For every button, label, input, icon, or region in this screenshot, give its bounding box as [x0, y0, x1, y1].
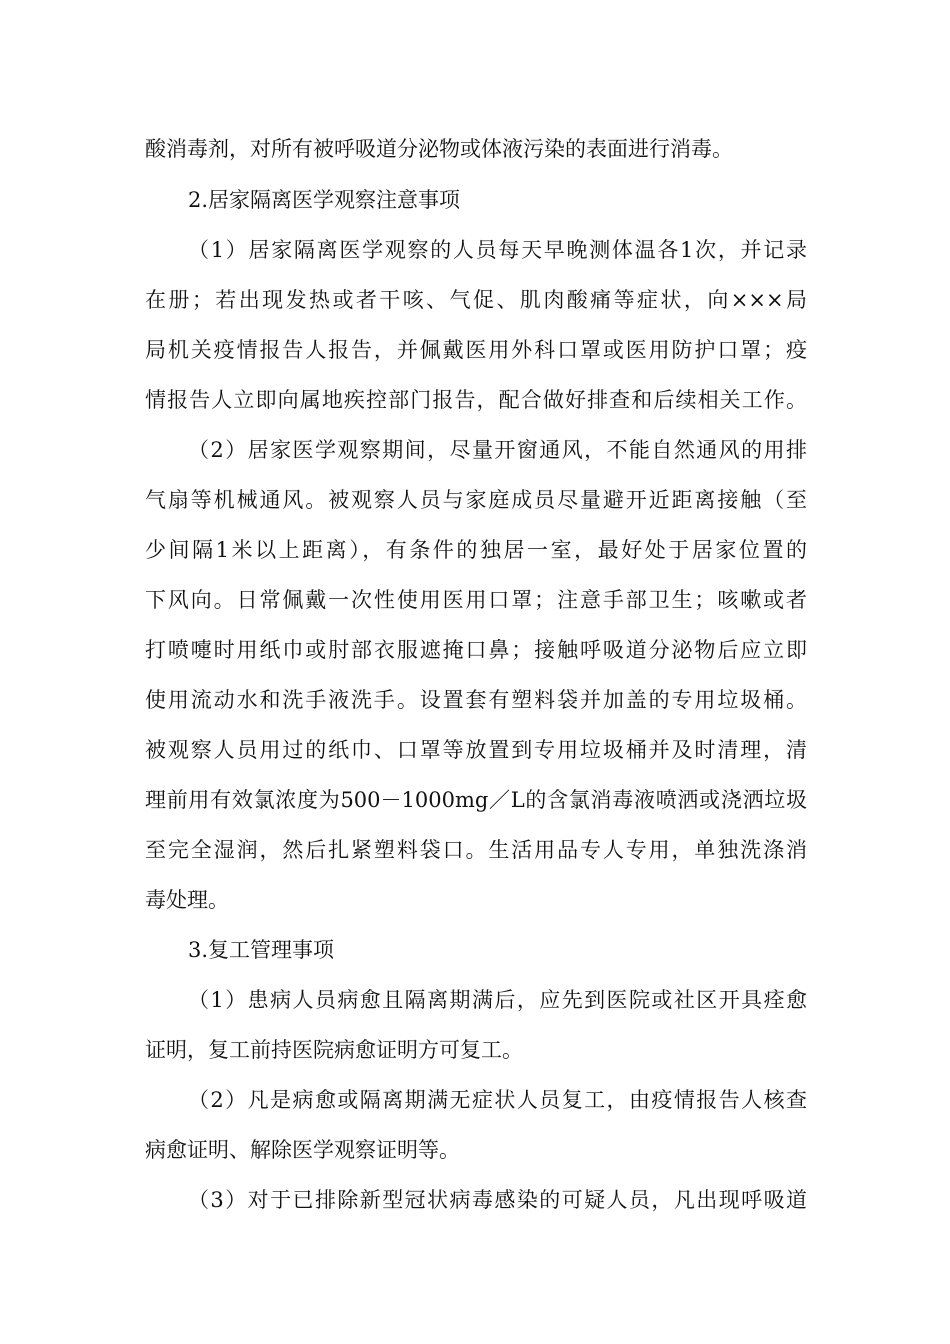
paragraph-line: 酸消毒剂，对所有被呼吸道分泌物或体液污染的表面进行消毒。 — [145, 137, 733, 161]
paragraph-line: 病愈证明、解除医学观察证明等。 — [145, 1138, 460, 1162]
paragraph-line: 局机关疫情报告人报告，并佩戴医用外科口罩或医用防护口罩；疫 — [145, 338, 807, 362]
paragraph-line: 气扇等机械通风。被观察人员与家庭成员尽量避开近距离接触（至 — [145, 488, 807, 512]
paragraph-line: 至完全湿润，然后扎紧塑料袋口。生活用品专人专用，单独洗涤消 — [145, 838, 807, 862]
paragraph-line: 理前用有效氯浓度为500－1000mg／L的含氯消毒液喷洒或浇洒垃圾 — [145, 788, 807, 812]
paragraph-line: 毒处理。 — [145, 888, 229, 912]
section-heading: 3.复工管理事项 — [188, 938, 335, 962]
paragraph-line: （3）对于已排除新型冠状病毒感染的可疑人员，凡出现呼吸道 — [188, 1188, 807, 1212]
paragraph-line: 下风向。日常佩戴一次性使用医用口罩；注意手部卫生；咳嗽或者 — [145, 588, 807, 612]
paragraph-line: 被观察人员用过的纸巾、口罩等放置到专用垃圾桶并及时清理，清 — [145, 738, 807, 762]
paragraph-line: 打喷嚏时用纸巾或肘部衣服遮掩口鼻；接触呼吸道分泌物后应立即 — [145, 638, 807, 662]
paragraph-line: 少间隔1米以上距离），有条件的独居一室，最好处于居家位置的 — [145, 538, 807, 562]
paragraph-line: 在册；若出现发热或者干咳、气促、肌肉酸痛等症状，向×××局 — [145, 288, 807, 312]
paragraph-line: （2）凡是病愈或隔离期满无症状人员复工，由疫情报告人核查 — [188, 1088, 807, 1112]
paragraph-line: 情报告人立即向属地疾控部门报告，配合做好排查和后续相关工作。 — [145, 388, 807, 412]
paragraph-line: 证明，复工前持医院病愈证明方可复工。 — [145, 1038, 523, 1062]
section-heading: 2.居家隔离医学观察注意事项 — [188, 188, 461, 212]
paragraph-line: （2）居家医学观察期间，尽量开窗通风，不能自然通风的用排 — [188, 438, 807, 462]
paragraph-line: 使用流动水和洗手液洗手。设置套有塑料袋并加盖的专用垃圾桶。 — [145, 688, 807, 712]
paragraph-line: （1）患病人员病愈且隔离期满后，应先到医院或社区开具痊愈 — [188, 988, 807, 1012]
paragraph-line: （1）居家隔离医学观察的人员每天早晚测体温各1次，并记录 — [188, 238, 807, 262]
